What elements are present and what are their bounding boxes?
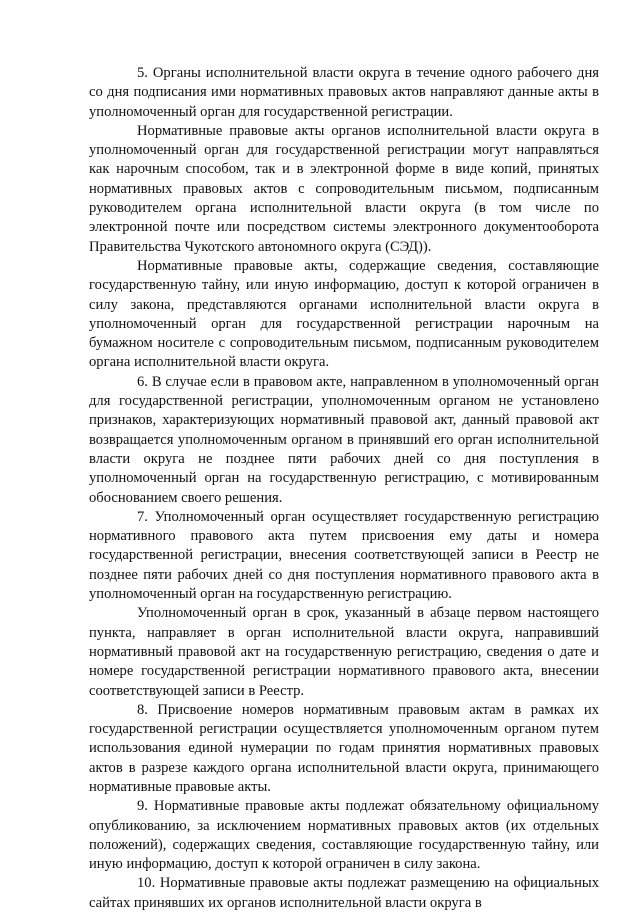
paragraph-item-7: 7. Уполномоченный орган осуществляет государственную регистрацию нормативного правового акта путем присвоения ему даты и номера государственной регистрации, внесения соответствующей записи в Реестр не позднее пяти рабочих дней со дня поступления нормативного правового акта в уполномоченный орган на государственную регистрацию. [89,508,599,603]
paragraph-classified-acts: Нормативные правовые акты, содержащие сведения, составляющие государственную тайну, или иную информацию, доступ к которой ограничен в силу закона, представляются органами исполнительной власти округа в уполномоченный орган для государственной регистрации нарочным на бумажном носителе с сопроводительным письмом, подписанным руководителем органа исполнительной власти округа. [89,257,599,371]
paragraph-registration-notice: Уполномоченный орган в срок, указанный в абзаце первом настоящего пункта, направляет в орган исполнительной власти округа, направивший нормативный правовой акт на государственную регистрацию, сведения о дате и номере государственной регистрации нормативного правового акта, внесении соответствующей записи в Реестр. [89,605,599,699]
paragraph-item-10: 10. Нормативные правовые акты подлежат размещению на официальных сайтах принявших их органов исполнительной власти округа в [89,875,599,911]
paragraph-item-5: 5. Органы исполнительной власти округа в течение одного рабочего дня со дня подписания ими нормативных правовых актов направляют данные акты в уполномоченный орган для государственной регистрации. [89,65,599,120]
paragraph-item-9: 9. Нормативные правовые акты подлежат обязательному официальному опубликованию, за исключением нормативных правовых актов (их отдельных положений), содержащих сведения, составляющие государственную тайну, или иную информацию, доступ к которой ограничен в силу закона. [89,798,599,873]
document-body [89,64,599,913]
paragraph-item-8: 8. Присвоение номеров нормативным правовым актам в рамках их государственной регистрации осуществляется уполномоченным органом путем использования единой нумерации по годам принятия нормативных правовых актов в разрезе каждого органа исполнительной власти округа, принимающего нормативные правовые акты. [89,701,599,795]
paragraph-submission-methods: Нормативные правовые акты органов исполнительной власти округа в уполномоченный орган для государственной регистрации могут направляться как нарочным способом, так и в электронной форме в виде копий, принятых нормативных правовых актов с сопроводительным письмом, подписанным руководителем органа исполнительной власти округа (в том числе по электронной почте или посредством системы электронного документооборота Правительства Чукотского автономного округа (СЭД)). [89,122,599,255]
paragraph-item-6: 6. В случае если в правовом акте, направленном в уполномоченный орган для государственной регистрации, уполномоченным органом не установлено признаков, характеризующих нормативный правовой акт, данный правовой акт возвращается уполномоченным органом в принявший его орган исполнительной власти округа не позднее пяти рабочих дней со дня поступления в уполномоченный орган на государственную регистрацию, с мотивированным обоснованием своего решения. [89,373,599,506]
